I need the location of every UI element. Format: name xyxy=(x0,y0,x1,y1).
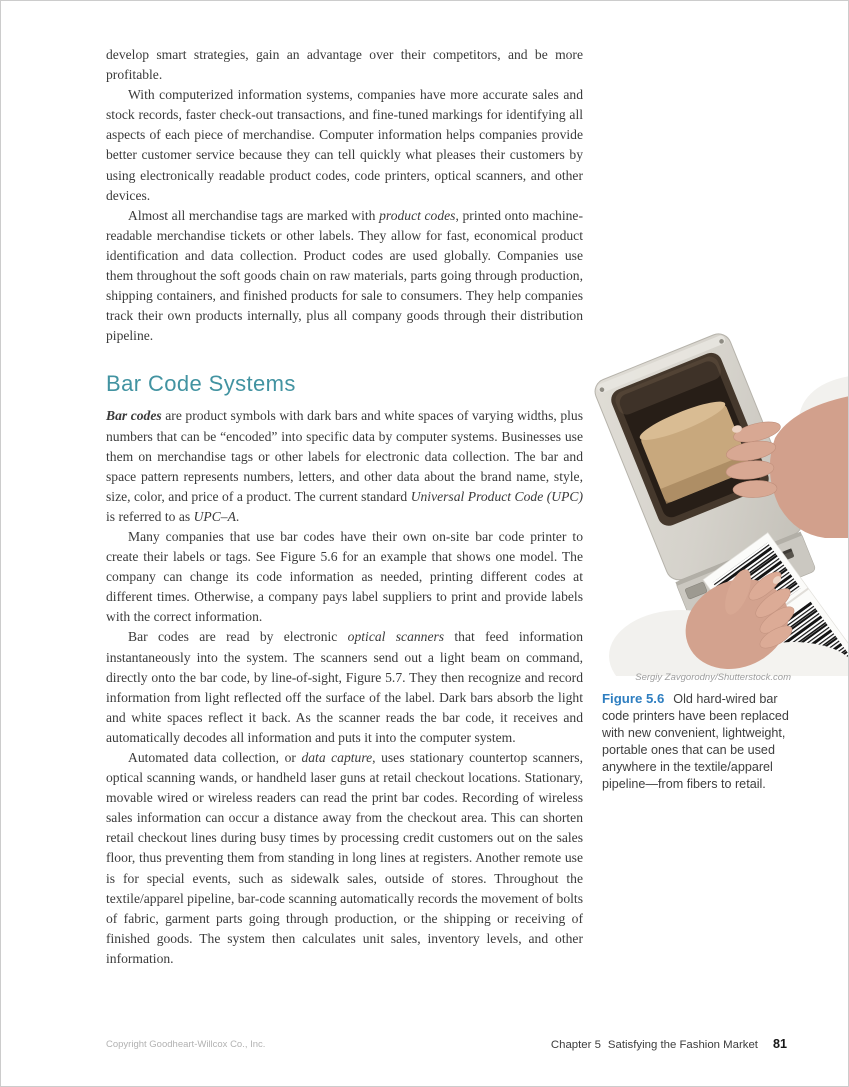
page-number: 81 xyxy=(772,1037,787,1051)
figure-credit: Sergiy Zavgorodny/Shutterstock.com xyxy=(635,672,791,683)
figure-label: Figure 5.6 xyxy=(602,691,665,706)
paragraph: Automated data collection, or data capture, uses stationary countertop scanners, optical scanning wands, or handheld laser guns at retail checkout locations. Stationary, movable wired or wireless readers can read the print bar codes. Recording of wireless sales information can occur a distance away from the checkout area. This can shorten retail checkout lines during busy times by processing credit customers out on the sales floor, thus preventing them from standing in long lines at registers. Another remote use is for special events, such as sidewalk sales, outside of stores. Throughout the textile/apparel pipeline, bar-code scanning automatically records the movement of bolts of fabric, garment parts going through production, or the shipping or receiving of finished goods. The system then calculates unit sales, inventory levels, and other information. xyxy=(106,750,583,966)
copyright-notice: Copyright Goodheart-Willcox Co., Inc. xyxy=(106,1039,266,1050)
paragraph: develop smart strategies, gain an advantage over their competitors, and be more profitable. xyxy=(106,47,583,83)
paragraph: With computerized information systems, companies have more accurate sales and stock records, faster check-out transactions, and fine-tuned markings for identifying all aspects of each piece of merchandise. Computer information helps companies provide better customer service because they can tell quickly what pleases their customers by using electronically readable product codes, code printers, optical scanners, and other devices. xyxy=(106,87,583,203)
paragraph: Many companies that use bar codes have their own on-site bar code printer to create their labels or tags. See Figure 5.6 for an example that shows one model. The company can change its code information as needed, printing different codes at different times. Otherwise, a company pays label suppliers to print and provide labels with the correct information. xyxy=(106,528,583,625)
figure-caption-text: Old hard-wired bar code printers have been replaced with new convenient, lightweight, portable ones that can be used anywhere in the textile/apparel pipeline—from fibers to retail. xyxy=(602,692,789,791)
paragraph: Almost all merchandise tags are marked with product codes, printed onto machine-readable merchandise tickets or other labels. They allow for fast, economical product identification and data collection. Product codes are used globally. Companies use them throughout the soft goods chain on raw materials, parts going through production, shipping containers, and finished products for sale to consumers. They help companies track their own products internally, plus all company goods through their distribution pipeline. xyxy=(106,207,583,344)
article-body xyxy=(106,45,583,969)
paragraph: Bar codes are read by electronic optical scanners that feed information instantaneously into the system. The scanners send out a light beam on command, directly onto the bar code, by line-of-sight, Figure 5.7. They then recognize and record information from light reflected off the surface of the label. Dark bars absorb the light and white spaces reflect it back. As the scanner reads the bar code, it receives and automatically decodes all information and puts it into the computer system. xyxy=(106,629,583,745)
figure-image xyxy=(589,324,849,676)
chapter-title: Satisfying the Fashion Market xyxy=(607,1039,758,1051)
running-footer xyxy=(551,1037,787,1051)
paragraph: Bar codes are product symbols with dark bars and white spaces of varying widths, plus numbers that can be “encoded” into specific data by computer systems. Businesses use them on merchandise tags or other labels for electronic data collection. The bar and space pattern represents numbers, letters, and other data about the brand name, style, size, color, and price of a product. The current standard Universal Product Code (UPC) is referred to as UPC–A. xyxy=(106,408,583,524)
section-heading: Bar Code Systems xyxy=(106,371,296,397)
chapter-number: Chapter 5 xyxy=(550,1039,601,1051)
figure-caption xyxy=(602,690,794,793)
